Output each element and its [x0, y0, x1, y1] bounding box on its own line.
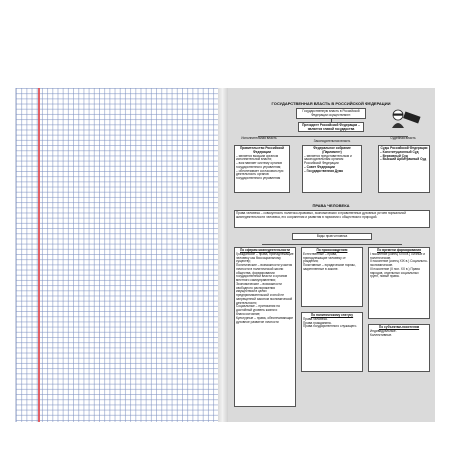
legislative-title: Федеральное собрание (Парламент)	[313, 146, 351, 154]
rights-column	[368, 247, 430, 319]
judicial-title: Суды Российской Федерации	[380, 146, 428, 150]
executive-item: – обеспечивает согласован-ную деятельность органов государственного управления	[236, 168, 284, 181]
column-item: Экономические – возможности свободного распоряжения имуществом в целях предпринимательской и иной не запрещенной законом экономической деятельности;	[236, 281, 293, 305]
column-header: По происхождению	[316, 248, 348, 252]
reference-poster	[232, 100, 432, 418]
sovereign-box: Государственную власть в Российской Федерации осуществляют:	[296, 108, 366, 119]
column-subitem: Права государственного служащего.	[303, 324, 358, 329]
column-item: I поколение (конец XVIII в.) Личные и политические.	[370, 251, 426, 260]
column-item: Социальные – притязания на достойный уровень жизни и благосостояние;	[236, 304, 280, 317]
rights-subcolumn	[368, 324, 430, 372]
legislative-box	[302, 145, 362, 193]
legislative-caption: Законодательная власть	[313, 139, 351, 143]
column-header: По времени формирования	[377, 248, 421, 252]
legislative-item: – является представительным и законодательным органом Российской Федерации	[304, 153, 352, 166]
rights-column	[234, 247, 296, 407]
executive-box	[234, 145, 290, 193]
column-subitem: Коллективные.	[370, 332, 393, 337]
column-item: Гражданские – права, принадлежащие человеку как биосоциальному существу;	[236, 251, 294, 264]
rights-definition: Права человека – совокупность политико-правовых, экономических и нравственных духовных устоев нормальной жизнедеятельности человека, его сохранения и развития в гармонии с обществом и природой.	[234, 210, 430, 228]
president-box: Президент Российской Федерации – является главой государства	[298, 122, 364, 132]
judicial-item: – Конституционный Суд	[380, 149, 419, 154]
judicial-item: – Высший Арбитражный Суд	[380, 157, 427, 162]
poster-title: ГОСУДАРСТВЕННАЯ ВЛАСТЬ В РОССИЙСКОЙ ФЕДЕРАЦИИ	[271, 101, 391, 106]
legislative-item: – Совет Федерации	[304, 164, 335, 169]
rights-subcolumn	[301, 312, 363, 372]
executive-caption: Исполнительная власть	[241, 136, 277, 140]
column-header: По сферам жизнедеятельности	[240, 248, 290, 252]
column-subitem: Индивидуальные.	[370, 328, 397, 333]
graph-paper-page	[15, 88, 223, 422]
column-item: Культурные – права, обеспечивающие духовное развитие личности	[236, 315, 294, 324]
character-illustration	[384, 107, 424, 129]
judicial-box	[378, 145, 430, 193]
column-item: Политические – возможности участия личности в политической жизни общества, формировании государственной власти и органов местного самоуправления;	[236, 263, 293, 283]
rights-types-box: Виды прав человека	[292, 233, 372, 240]
column-item: Позитивные – юридические нормы, закрепленные в законе.	[303, 263, 356, 271]
legislative-item: – Государственная Дума	[304, 168, 343, 173]
rights-title: ПРАВА ЧЕЛОВЕКА	[312, 203, 350, 208]
executive-title: Правительство Российской Федерации	[240, 146, 284, 154]
column-subitem: Права человека.	[303, 316, 328, 321]
column-item: Естественные – права, принадлежащие человеку от рождения;	[303, 251, 346, 264]
column-subheader: По политическому статусу	[310, 313, 354, 317]
margin-line	[38, 88, 40, 422]
rights-column	[301, 247, 363, 307]
executive-item: – возглавляет систему органов государственного управления;	[236, 161, 282, 169]
executive-item: – является высшим органом исполнительной власти;	[236, 153, 279, 162]
judicial-item: – Верховный Суд	[380, 153, 408, 158]
column-item: II поколение (конец XIX в.) Социально-экономические.	[370, 259, 428, 268]
judicial-caption: Судебная власть	[390, 136, 416, 140]
column-subitem: Права гражданина.	[303, 320, 332, 325]
column-item: III поколение (II пол. XX в.) Права народов, отдельных социальных групп, новые права.	[370, 266, 420, 279]
notebook-binding	[218, 88, 228, 422]
column-subheader: По субъектам-носителям	[378, 325, 420, 329]
